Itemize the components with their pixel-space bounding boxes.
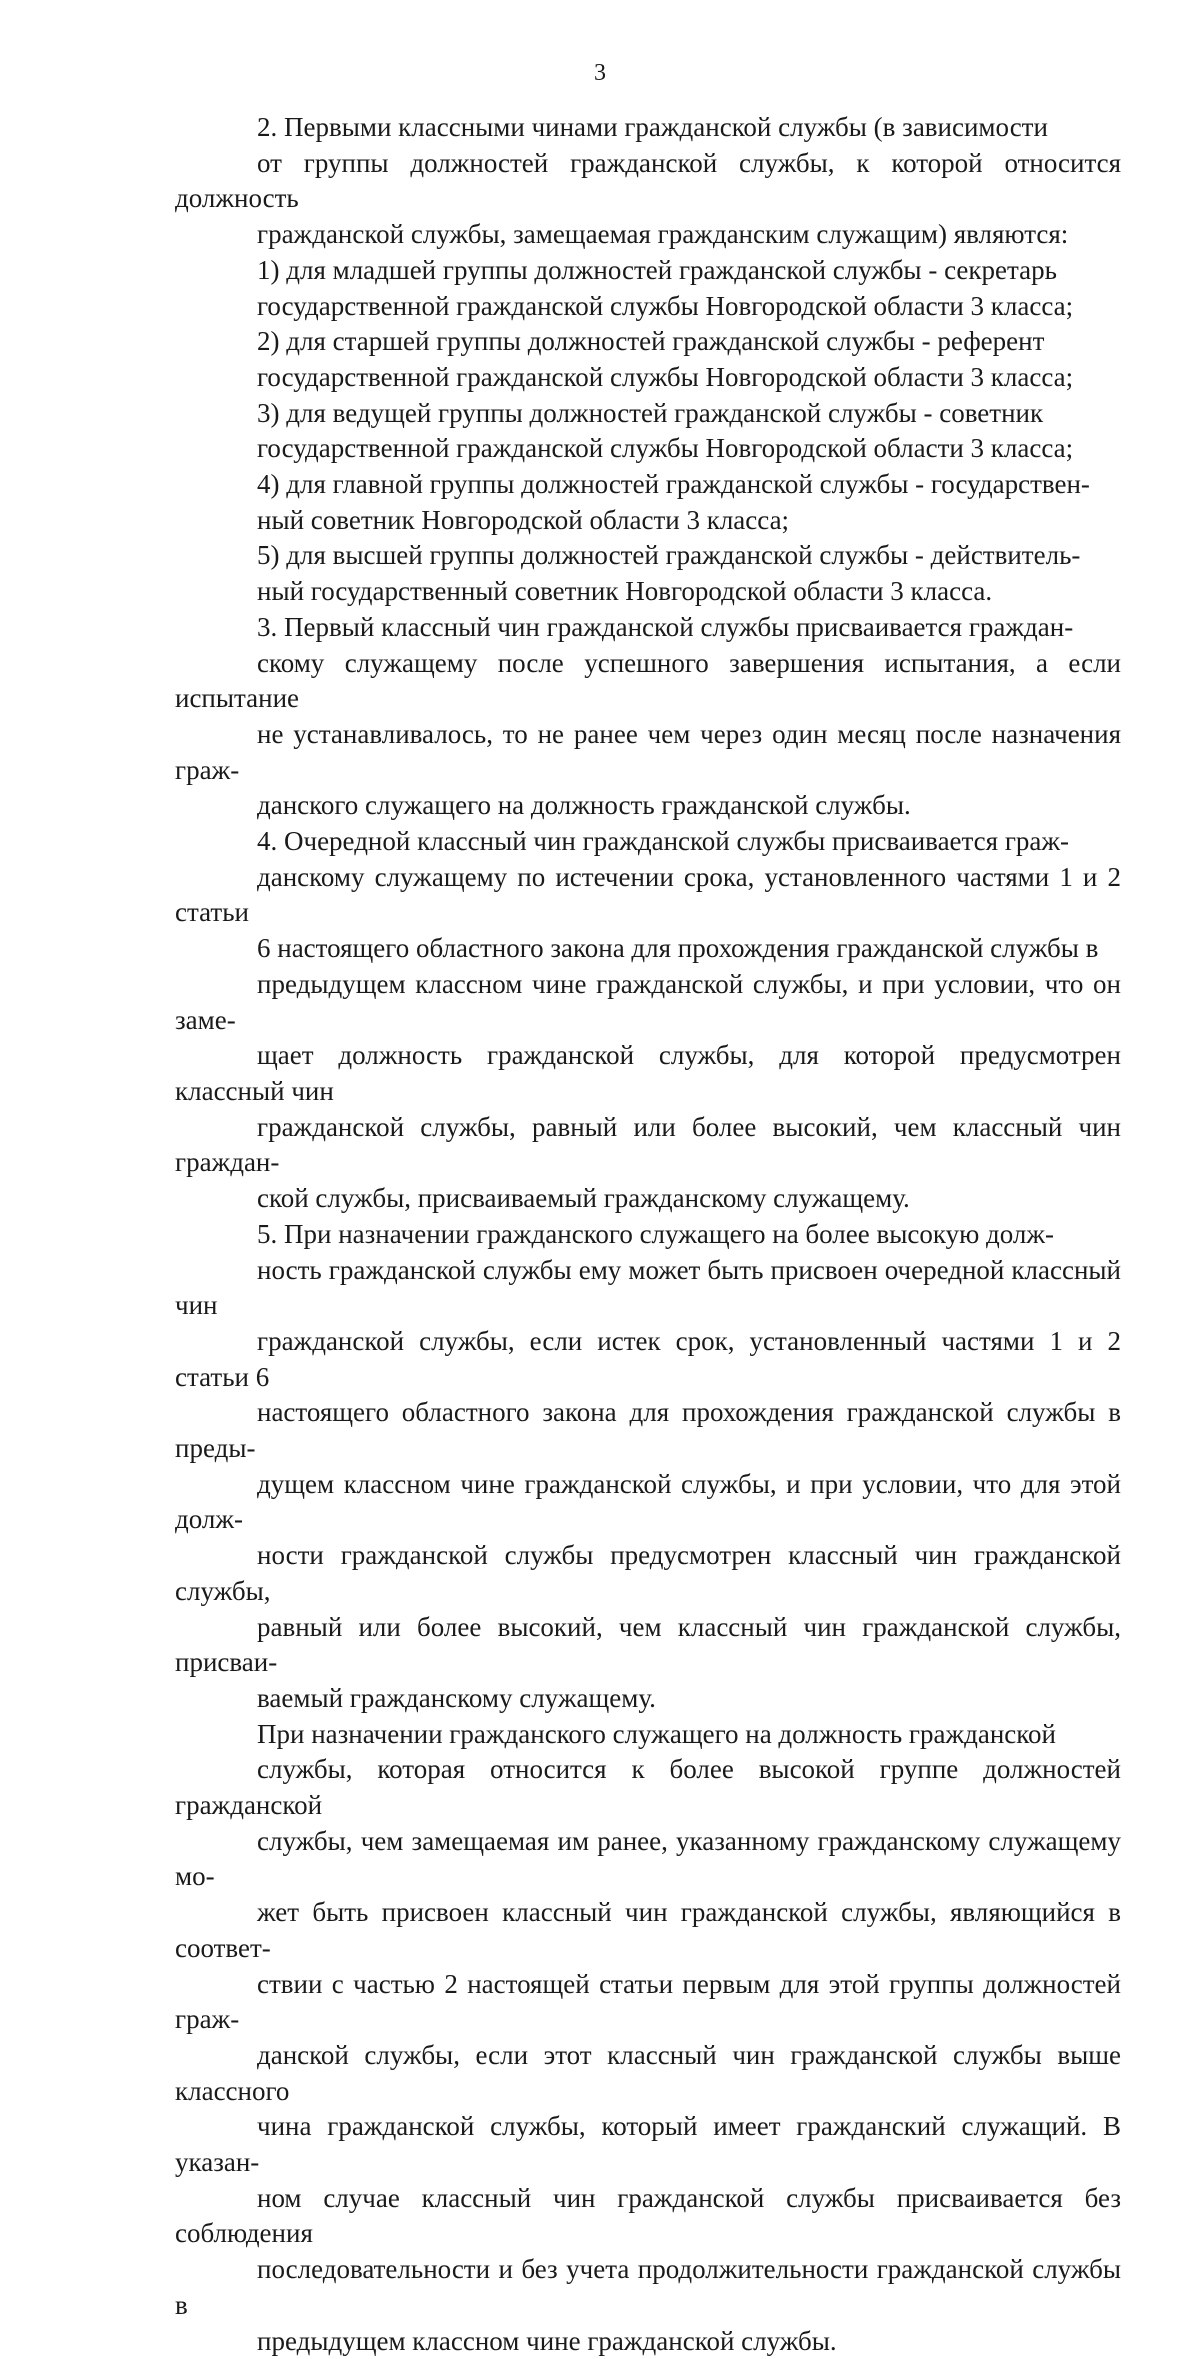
text-line: не устанавливалось, то не ранее чем через один месяц после назначения граж- (175, 718, 1121, 785)
text-line: ской службы, присваиваемый гражданскому служащему. (257, 1183, 910, 1214)
text-line: При назначении гражданского служащего на должность гражданской (257, 1718, 1056, 1749)
text-line: 4. Очередной классный чин гражданской службы присваивается граж- (257, 826, 1070, 857)
list-item-5 (175, 538, 1121, 609)
paragraph-2 (175, 110, 1121, 253)
text-line: гражданской службы, замещаемая гражданским служащим) являются: (257, 219, 1069, 250)
text-line: последовательности и без учета продолжительности гражданской службы в (175, 2254, 1121, 2320)
text-line: 5) для высшей группы должностей гражданской службы - действитель- (257, 540, 1081, 571)
text-line: ный государственный советник Новгородской области 3 класса. (257, 576, 993, 607)
text-line: скому служащему после успешного завершения испытания, а если испытание (175, 647, 1121, 714)
text-line: ваемый гражданскому служащему. (257, 1682, 656, 1713)
text-line: предыдущем классном чине гражданской службы, и при условии, что он заме- (175, 968, 1121, 1035)
text-line: 1) для младшей группы должностей гражданской службы - секретарь (257, 254, 1057, 285)
list-item-1 (175, 253, 1121, 324)
paragraph-5-continued (175, 1717, 1121, 2359)
text-line: 3) для ведущей группы должностей гражданской службы - советник (257, 397, 1044, 428)
page-number: 3 (594, 60, 606, 86)
text-line: ном случае классный чин гражданской службы присваивается без соблюдения (175, 2182, 1121, 2249)
text-line: ствии с частью 2 настоящей статьи первым для этой группы должностей граж- (175, 1968, 1121, 2035)
text-line: жет быть присвоен классный чин гражданской службы, являющийся в соответ- (175, 1897, 1121, 1963)
paragraph-3 (175, 610, 1121, 824)
text-line: государственной гражданской службы Новгородской области 3 класса; (257, 433, 1074, 464)
text-line: предыдущем классном чине гражданской службы. (257, 2325, 837, 2356)
text-line: чина гражданской службы, который имеет гражданский служащий. В указан- (175, 2111, 1121, 2178)
text-line: 5. При назначении гражданского служащего на более высокую долж- (257, 1218, 1055, 1249)
list-item-2 (175, 324, 1121, 395)
paragraph-4 (175, 824, 1121, 1217)
list-item-3 (175, 396, 1121, 467)
text-line: гражданской службы, если истек срок, установленный частями 1 и 2 статьи 6 (175, 1325, 1121, 1392)
text-line: 2. Первыми классными чинами гражданской службы (в зависимости (257, 112, 1048, 142)
text-line: щает должность гражданской службы, для которой предусмотрен классный чин (175, 1040, 1121, 1106)
text-line: гражданской службы, равный или более высокий, чем классный чин граждан- (175, 1111, 1121, 1178)
text-line: 4) для главной группы должностей гражданской службы - государствен- (257, 469, 1090, 500)
text-line: данскому служащему по истечении срока, установленного частями 1 и 2 статьи (175, 861, 1121, 928)
text-line: государственной гражданской службы Новгородской области 3 класса; (257, 361, 1074, 392)
text-line: государственной гражданской службы Новгородской области 3 класса; (257, 290, 1074, 321)
text-line: дущем классном чине гражданской службы, и при условии, что для этой долж- (175, 1468, 1121, 1535)
text-line: 6 настоящего областного закона для прохождения гражданской службы в (257, 933, 1099, 964)
text-line: службы, чем замещаемая им ранее, указанному гражданскому служащему мо- (175, 1825, 1121, 1892)
text-line: от группы должностей гражданской службы, к которой относится должность (175, 147, 1121, 214)
text-line: службы, которая относится к более высокой группе должностей гражданской (175, 1754, 1121, 1821)
text-line: 3. Первый классный чин гражданской службы присваивается граждан- (257, 611, 1074, 642)
text-line: ность гражданской службы ему может быть присвоен очередной классный чин (175, 1254, 1121, 1321)
text-line: данского служащего на должность гражданской службы. (257, 790, 911, 821)
text-line: 2) для старшей группы должностей гражданской службы - референт (257, 326, 1045, 357)
document-body (175, 110, 1121, 2359)
text-line: равный или более высокий, чем классный чин гражданской службы, присваи- (175, 1611, 1121, 1678)
text-line: настоящего областного закона для прохождения гражданской службы в преды- (175, 1397, 1121, 1464)
paragraph-5 (175, 1217, 1121, 1717)
text-line: ности гражданской службы предусмотрен классный чин гражданской службы, (175, 1540, 1121, 1606)
text-line: данской службы, если этот классный чин гражданской службы выше классного (175, 2039, 1121, 2106)
text-line: ный советник Новгородской области 3 класса; (257, 504, 790, 535)
list-item-4 (175, 467, 1121, 538)
